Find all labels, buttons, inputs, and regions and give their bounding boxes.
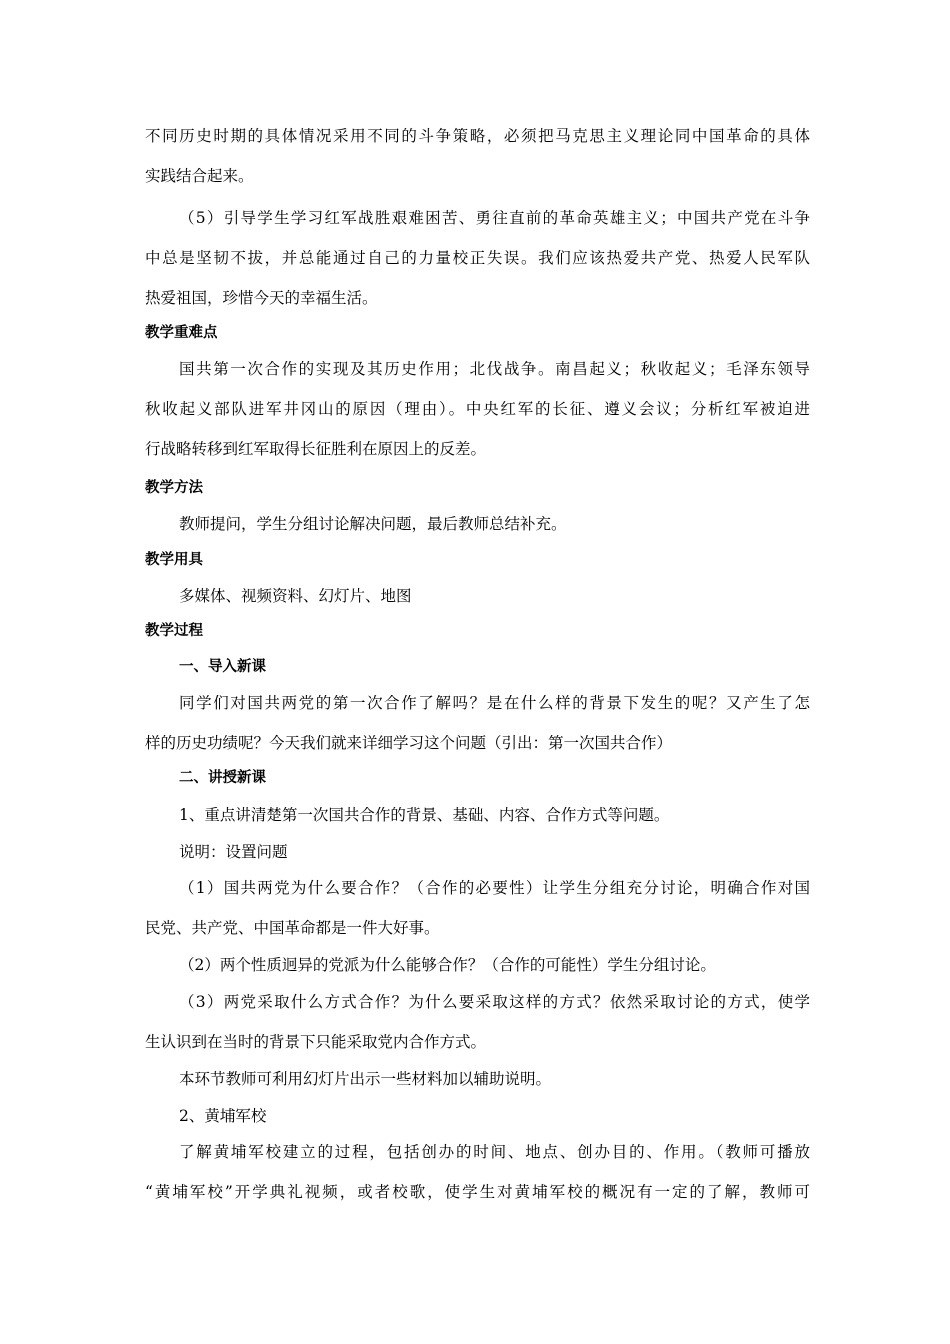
paragraph-line: “黄埔军校”开学典礼视频，或者校歌，使学生对黄埔军校的概况有一定的了解，教师可 (145, 1183, 810, 1201)
paragraph-line: 实践结合起来。 (145, 167, 254, 185)
paragraph-line: 说明：设置问题 (179, 843, 288, 861)
section-heading-key-points: 教学重难点 (145, 325, 218, 341)
paragraph-line: 中总是坚韧不拔，并总能通过自己的力量校正失误。我们应该热爱共产党、热爱人民军队 (145, 249, 810, 267)
paragraph-line: 样的历史功绩呢？今天我们就来详细学习这个问题（引出：第一次国共合作） (145, 734, 673, 752)
paragraph-line: 2、黄埔军校 (179, 1107, 267, 1125)
paragraph-line: 行战略转移到红军取得长征胜利在原因上的反差。 (145, 440, 487, 458)
subsection-heading-new-lesson: 二、讲授新课 (179, 770, 266, 786)
paragraph-line: 秋收起义部队进军井冈山的原因（理由）。中央红军的长征、遵义会议；分析红军被迫进 (145, 400, 810, 418)
paragraph-line: 本环节教师可利用幻灯片出示一些材料加以辅助说明。 (179, 1070, 552, 1088)
paragraph-line: 民党、共产党、中国革命都是一件大好事。 (145, 919, 440, 937)
paragraph-line: （3）两党采取什么方式合作？为什么要采取这样的方式？依然采取讨论的方式，使学 (179, 993, 810, 1011)
paragraph-line: 教师提问，学生分组讨论解决问题，最后教师总结补充。 (179, 515, 567, 533)
paragraph-line: 生认识到在当时的背景下只能采取党内合作方式。 (145, 1033, 487, 1051)
paragraph-line: 多媒体、视频资料、幻灯片、地图 (179, 587, 412, 605)
section-heading-process: 教学过程 (145, 623, 203, 639)
paragraph-line: 热爱祖国，珍惜今天的幸福生活。 (145, 289, 378, 307)
paragraph-line: （5）引导学生学习红军战胜艰难困苦、勇往直前的革命英雄主义；中国共产党在斗争 (179, 209, 810, 227)
paragraph-line: （1）国共两党为什么要合作？（合作的必要性）让学生分组充分讨论，明确合作对国 (179, 879, 810, 897)
paragraph-line: 1、重点讲清楚第一次国共合作的背景、基础、内容、合作方式等问题。 (179, 806, 670, 824)
section-heading-method: 教学方法 (145, 480, 203, 496)
paragraph-line: 不同历史时期的具体情况采用不同的斗争策略，必须把马克思主义理论同中国革命的具体 (145, 127, 810, 145)
paragraph-line: 国共第一次合作的实现及其历史作用；北伐战争。南昌起义；秋收起义；毛泽东领导 (179, 360, 810, 378)
paragraph-line: 同学们对国共两党的第一次合作了解吗？是在什么样的背景下发生的呢？又产生了怎 (179, 694, 810, 712)
paragraph-line: 了解黄埔军校建立的过程，包括创办的时间、地点、创办目的、作用。（教师可播放 (179, 1143, 810, 1161)
subsection-heading-intro: 一、导入新课 (179, 659, 266, 675)
paragraph-line: （2）两个性质迥异的党派为什么能够合作？（合作的可能性）学生分组讨论。 (179, 956, 716, 974)
section-heading-tools: 教学用具 (145, 552, 203, 568)
